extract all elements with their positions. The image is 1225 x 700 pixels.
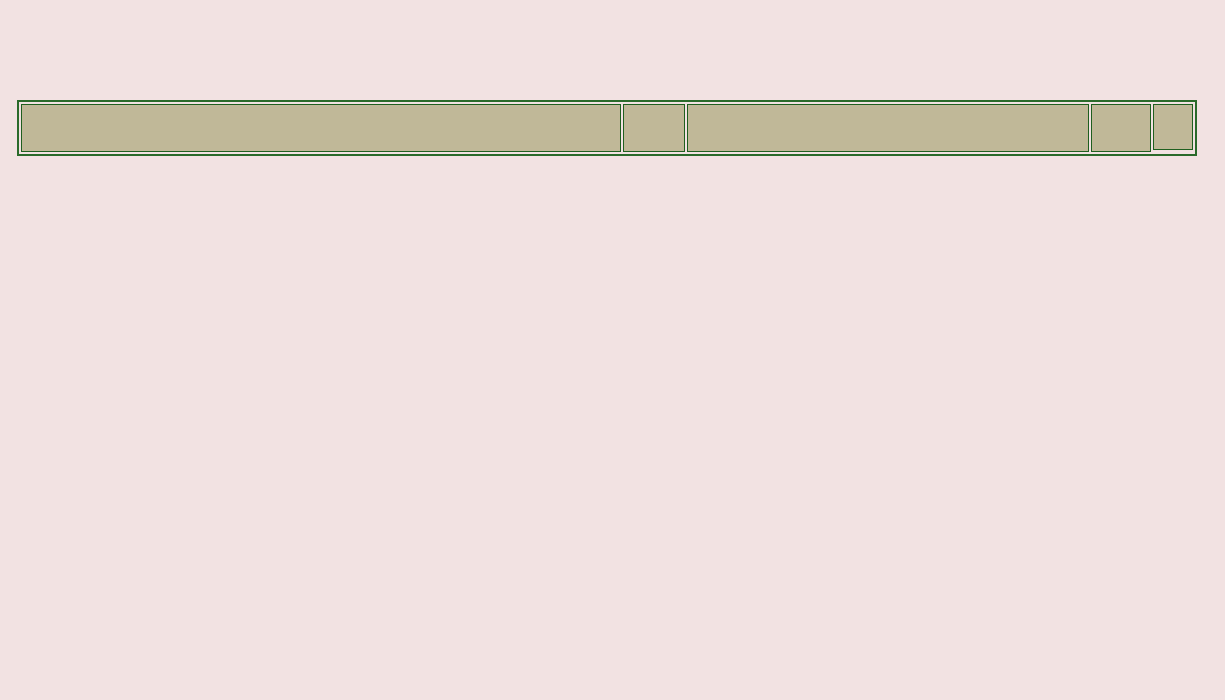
forum-links: [26, 120, 616, 137]
header-links-cell: [21, 104, 621, 152]
inactive-members-header: [1091, 104, 1151, 152]
active-members-header: [687, 104, 1089, 152]
gain-header: [1153, 104, 1193, 150]
units-header: [623, 104, 685, 152]
ranking-table: [17, 100, 1197, 156]
